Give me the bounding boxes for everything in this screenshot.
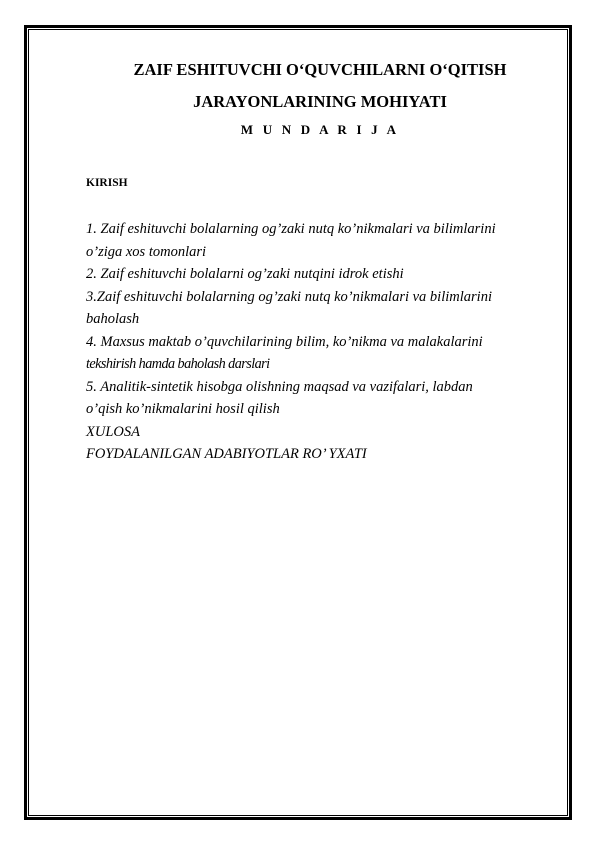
toc-line: tekshirish hamda baholash darslari (86, 356, 270, 372)
toc-line: 4. Maxsus maktab o’quvchilarining bilim, ko’nikma va malakalarini (86, 333, 483, 350)
contents-heading: M U N D A R I J A (240, 122, 400, 137)
toc-line: baholash (86, 311, 140, 327)
toc-line: o’qish ko’nikmalarini hosil qilish (86, 401, 280, 417)
toc-references: FOYDALANILGAN ADABIYOTLAR RO’ YXATI (86, 446, 367, 462)
toc-line: o’ziga xos tomonlari (86, 243, 207, 260)
toc-line: 5. Analitik-sintetik hisobga olishning maqsad va vazifalari, labdan (86, 378, 473, 395)
intro-heading: KIRISH (86, 177, 128, 189)
table-of-contents (86, 218, 546, 466)
document-title-line-2: JARAYONLARINING MOHIYATI (193, 92, 447, 111)
toc-conclusion: XULOSA (86, 423, 140, 440)
toc-line: 1. Zaif eshituvchi bolalarning og’zaki nutq ko’nikmalari va bilimlarini (86, 221, 496, 237)
toc-line: 3.Zaif eshituvchi bolalarning og’zaki nutq ko’nikmalari va bilimlarini (86, 288, 492, 305)
toc-line: 2. Zaif eshituvchi bolalarni og’zaki nutqini idrok etishi (86, 266, 404, 282)
document-title-line-1: ZAIF ESHITUVCHI O‘QUVCHILARNI O‘QITISH (133, 60, 507, 79)
